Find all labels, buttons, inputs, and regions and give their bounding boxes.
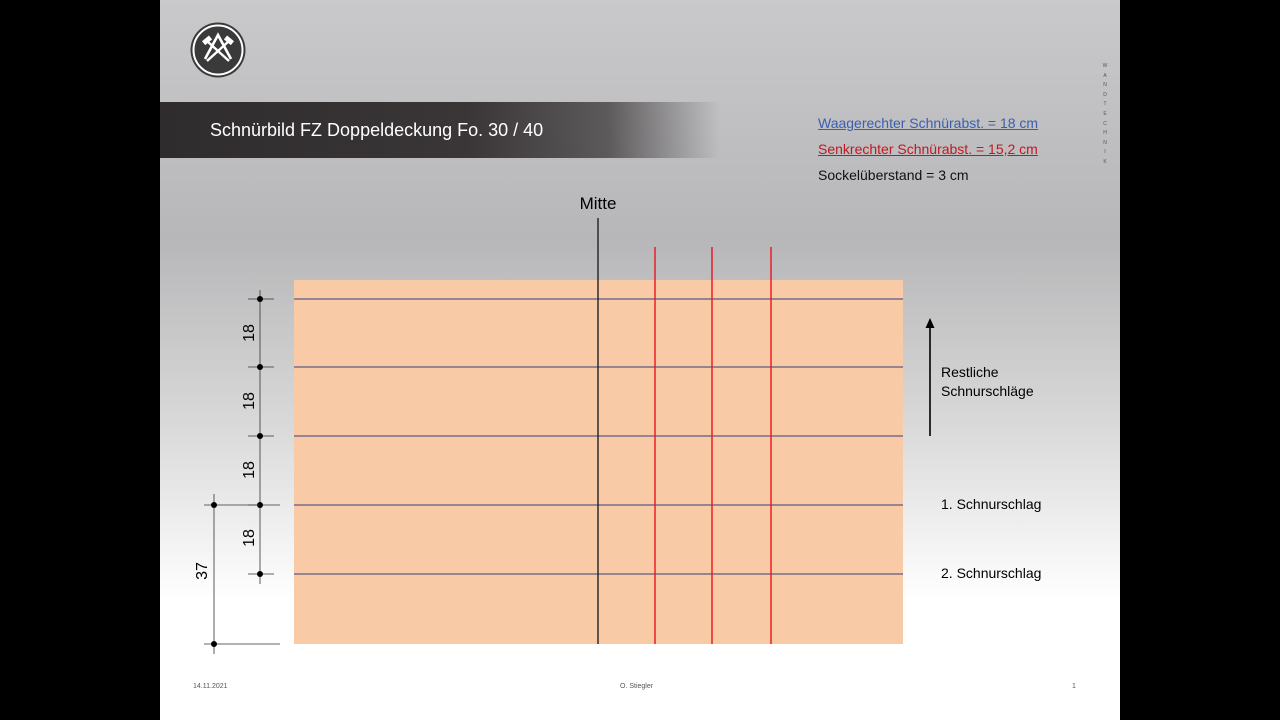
dimension-label: 18 bbox=[241, 324, 258, 342]
label-rest-line-2: Schnurschläge bbox=[941, 383, 1034, 399]
footer-author: O. Stiegler bbox=[620, 683, 654, 690]
footer-date: 14.11.2021 bbox=[193, 683, 228, 690]
legend-vertical-spacing: Senkrechter Schnürabst. = 15,2 cm bbox=[818, 141, 1038, 157]
string-line-diagram bbox=[160, 0, 1120, 720]
up-arrow-icon bbox=[926, 318, 935, 436]
label-rest bbox=[941, 364, 1034, 399]
label-second-string: 2. Schnurschlag bbox=[941, 565, 1042, 581]
dimension-label: 18 bbox=[241, 529, 258, 547]
slide-title: Schnürbild FZ Doppeldeckung Fo. 30 / 40 bbox=[210, 120, 544, 140]
label-first-string: 1. Schnurschlag bbox=[941, 496, 1042, 512]
dimension-label: 18 bbox=[241, 461, 258, 479]
footer-page-number: 1 bbox=[1072, 683, 1076, 690]
legend-socket-overhang: Sockelüberstand = 3 cm bbox=[818, 167, 969, 183]
slide bbox=[160, 0, 1120, 720]
dimension-label: 18 bbox=[241, 392, 258, 410]
overall-dimension-label: 37 bbox=[194, 562, 211, 580]
label-rest-line-1: Restliche bbox=[941, 364, 999, 380]
legend-horizontal-spacing: Waagerechter Schnürabst. = 18 cm bbox=[818, 115, 1039, 131]
vertical-brand-text: W A N D T E C H N I K bbox=[1102, 63, 1108, 165]
center-label: Mitte bbox=[579, 194, 617, 213]
